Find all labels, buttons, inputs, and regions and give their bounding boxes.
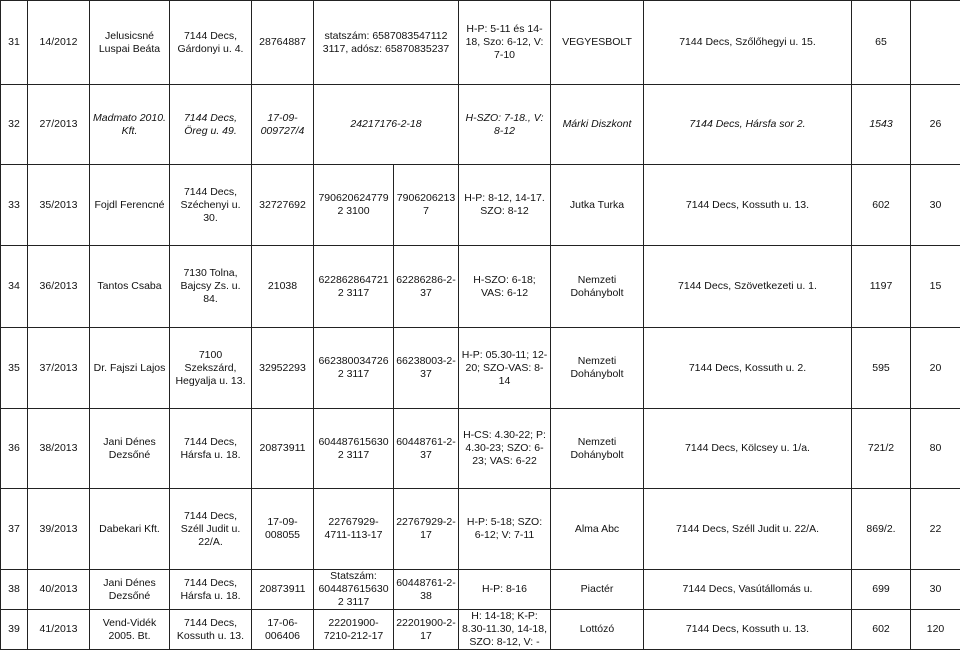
cell-extra-count: 26 [911, 85, 960, 165]
cell-registration-number: 37/2013 [28, 328, 90, 409]
cell-extra-count: 80 [911, 409, 960, 489]
cell-opening-hours: H-P: 5-18; SZO: 6-12; V: 7-11 [459, 489, 551, 570]
cell-row-number: 32 [1, 85, 28, 165]
cell-statistical-number: Statszám: 6044876156302 3117 [314, 570, 394, 610]
cell-tax-number: 62286286-2-37 [394, 246, 459, 328]
cell-tax-number: 66238003-2-37 [394, 328, 459, 409]
cell-shop-location: 7144 Decs, Szőlőhegyi u. 15. [644, 1, 852, 85]
cell-statistical-number: 7906206247792 3100 [314, 165, 394, 246]
cell-company-id: 17-09-008055 [252, 489, 314, 570]
table-row [1, 610, 960, 650]
cell-tax-number: 22201900-2-17 [394, 610, 459, 650]
cell-shop-name: Alma Abc [551, 489, 644, 570]
cell-shop-name: Piactér [551, 570, 644, 610]
cell-shop-location: 7144 Decs, Vasútállomás u. [644, 570, 852, 610]
cell-owner-address: 7144 Decs, Hársfa u. 18. [170, 409, 252, 489]
cell-shop-name: Nemzeti Dohánybolt [551, 409, 644, 489]
cell-company-id: 17-09-009727/4 [252, 85, 314, 165]
cell-owner-name: Jelusicsné Luspai Beáta [90, 1, 170, 85]
cell-shop-area: 602 [852, 165, 911, 246]
cell-registration-number: 41/2013 [28, 610, 90, 650]
cell-row-number: 33 [1, 165, 28, 246]
cell-shop-name: Lottózó [551, 610, 644, 650]
cell-company-id: 28764887 [252, 1, 314, 85]
table-row [1, 246, 960, 328]
cell-shop-location: 7144 Decs, Kossuth u. 13. [644, 165, 852, 246]
table-row [1, 489, 960, 570]
cell-tax-number: 79062062137 [394, 165, 459, 246]
cell-company-id: 21038 [252, 246, 314, 328]
cell-statistical-number: 22201900-7210-212-17 [314, 610, 394, 650]
cell-shop-location: 7144 Decs, Széll Judit u. 22/A. [644, 489, 852, 570]
cell-registration-number: 38/2013 [28, 409, 90, 489]
cell-row-number: 39 [1, 610, 28, 650]
cell-statistical-number: statszám: 6587083547112 3117, adósz: 65870835237 [314, 1, 459, 85]
cell-company-id: 32952293 [252, 328, 314, 409]
cell-registration-number: 36/2013 [28, 246, 90, 328]
cell-opening-hours: H-P: 8-12, 14-17. SZO: 8-12 [459, 165, 551, 246]
cell-owner-address: 7144 Decs, Széll Judit u. 22/A. [170, 489, 252, 570]
cell-owner-name: Dr. Fajszi Lajos [90, 328, 170, 409]
cell-registration-number: 35/2013 [28, 165, 90, 246]
cell-company-id: 20873911 [252, 570, 314, 610]
cell-opening-hours: H-SZO: 7-18., V: 8-12 [459, 85, 551, 165]
cell-extra-count: 30 [911, 570, 960, 610]
cell-row-number: 34 [1, 246, 28, 328]
cell-row-number: 38 [1, 570, 28, 610]
cell-shop-area: 1543 [852, 85, 911, 165]
cell-opening-hours: H-SZO: 6-18; VAS: 6-12 [459, 246, 551, 328]
cell-shop-area: 65 [852, 1, 911, 85]
cell-statistical-number: 6228628647212 3117 [314, 246, 394, 328]
cell-opening-hours: H-CS: 4.30-22; P: 4.30-23; SZO: 6-23; VAS: 6-22 [459, 409, 551, 489]
cell-extra-count [911, 1, 960, 85]
cell-owner-name: Jani Dénes Dezsőné [90, 570, 170, 610]
cell-extra-count: 30 [911, 165, 960, 246]
cell-owner-address: 7144 Decs, Öreg u. 49. [170, 85, 252, 165]
cell-row-number: 36 [1, 409, 28, 489]
cell-registration-number: 39/2013 [28, 489, 90, 570]
cell-owner-address: 7130 Tolna, Bajcsy Zs. u. 84. [170, 246, 252, 328]
cell-registration-number: 40/2013 [28, 570, 90, 610]
cell-owner-name: Fojdl Ferencné [90, 165, 170, 246]
cell-row-number: 37 [1, 489, 28, 570]
cell-opening-hours: H: 14-18; K-P: 8.30-11.30, 14-18, SZO: 8-12, V: - [459, 610, 551, 650]
cell-registration-number: 27/2013 [28, 85, 90, 165]
cell-opening-hours: H-P: 5-11 és 14-18, Szo: 6-12, V: 7-10 [459, 1, 551, 85]
cell-extra-count: 120 [911, 610, 960, 650]
cell-shop-name: Nemzeti Dohánybolt [551, 246, 644, 328]
cell-shop-location: 7144 Decs, Kossuth u. 2. [644, 328, 852, 409]
table-row [1, 85, 960, 165]
cell-owner-address: 7144 Decs, Gárdonyi u. 4. [170, 1, 252, 85]
cell-owner-name: Jani Dénes Dezsőné [90, 409, 170, 489]
cell-shop-area: 1197 [852, 246, 911, 328]
cell-tax-number: 60448761-2-38 [394, 570, 459, 610]
cell-shop-area: 699 [852, 570, 911, 610]
cell-owner-name: Dabekari Kft. [90, 489, 170, 570]
cell-owner-address: 7144 Decs, Széchenyi u. 30. [170, 165, 252, 246]
cell-owner-name: Tantos Csaba [90, 246, 170, 328]
cell-opening-hours: H-P: 05.30-11; 12-20; SZO-VAS: 8-14 [459, 328, 551, 409]
cell-opening-hours: H-P: 8-16 [459, 570, 551, 610]
cell-shop-area: 602 [852, 610, 911, 650]
cell-company-id: 20873911 [252, 409, 314, 489]
cell-statistical-number: 6044876156302 3117 [314, 409, 394, 489]
cell-shop-name: Jutka Turka [551, 165, 644, 246]
cell-owner-address: 7144 Decs, Hársfa u. 18. [170, 570, 252, 610]
cell-statistical-number: 6623800347262 3117 [314, 328, 394, 409]
cell-tax-number: 22767929-2-17 [394, 489, 459, 570]
cell-statistical-number: 24217176-2-18 [314, 85, 459, 165]
cell-company-id: 32727692 [252, 165, 314, 246]
cell-owner-address: 7100 Szekszárd, Hegyalja u. 13. [170, 328, 252, 409]
cell-extra-count: 15 [911, 246, 960, 328]
cell-shop-location: 7144 Decs, Szövetkezeti u. 1. [644, 246, 852, 328]
table-row [1, 570, 960, 610]
cell-shop-area: 721/2 [852, 409, 911, 489]
cell-owner-name: Vend-Vidék 2005. Bt. [90, 610, 170, 650]
table-row [1, 165, 960, 246]
table-row [1, 328, 960, 409]
cell-shop-area: 595 [852, 328, 911, 409]
cell-shop-area: 869/2. [852, 489, 911, 570]
cell-extra-count: 22 [911, 489, 960, 570]
cell-row-number: 31 [1, 1, 28, 85]
cell-statistical-number: 22767929-4711-113-17 [314, 489, 394, 570]
cell-shop-name: Márki Diszkont [551, 85, 644, 165]
cell-company-id: 17-06-006406 [252, 610, 314, 650]
cell-shop-location: 7144 Decs, Kossuth u. 13. [644, 610, 852, 650]
cell-registration-number: 14/2012 [28, 1, 90, 85]
cell-shop-name: VEGYESBOLT [551, 1, 644, 85]
cell-owner-name: Madmato 2010. Kft. [90, 85, 170, 165]
cell-tax-number: 60448761-2-37 [394, 409, 459, 489]
cell-owner-address: 7144 Decs, Kossuth u. 13. [170, 610, 252, 650]
cell-extra-count: 20 [911, 328, 960, 409]
table-row [1, 1, 960, 85]
cell-row-number: 35 [1, 328, 28, 409]
cell-shop-location: 7144 Decs, Hársfa sor 2. [644, 85, 852, 165]
cell-shop-location: 7144 Decs, Kölcsey u. 1/a. [644, 409, 852, 489]
table-row [1, 409, 960, 489]
cell-shop-name: Nemzeti Dohánybolt [551, 328, 644, 409]
